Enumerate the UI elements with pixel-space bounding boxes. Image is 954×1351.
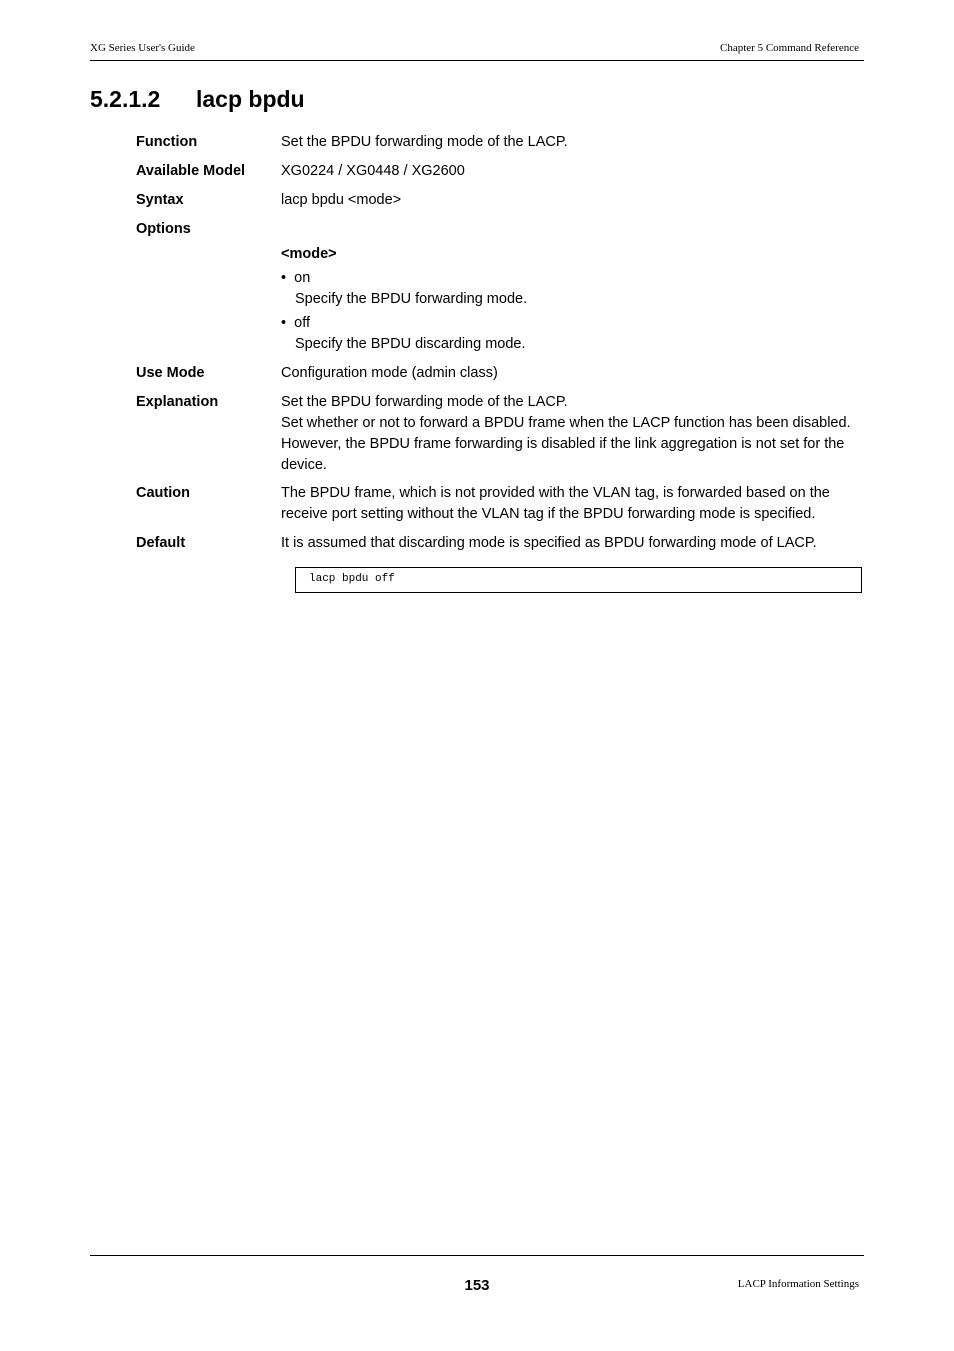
explanation-line: device. xyxy=(281,457,327,473)
default-label: Default xyxy=(136,535,186,551)
option-off-desc: Specify the BPDU discarding mode. xyxy=(295,336,526,352)
use-mode-value: Configuration mode (admin class) xyxy=(281,365,498,381)
caution-label: Caution xyxy=(136,485,190,501)
default-value: It is assumed that discarding mode is specified as BPDU forwarding mode of LACP. xyxy=(281,535,817,551)
syntax-label: Syntax xyxy=(136,192,184,208)
caution-line: receive port setting without the VLAN tag if the BPDU forwarding mode is specified. xyxy=(281,506,816,522)
caution-line: The BPDU frame, which is not provided with the VLAN tag, is forwarded based on the xyxy=(281,485,830,501)
section-heading xyxy=(90,86,305,113)
use-mode-label: Use Mode xyxy=(136,365,205,381)
explanation-line: Set the BPDU forwarding mode of the LACP. xyxy=(281,394,568,410)
footer-divider xyxy=(90,1255,864,1256)
available-model-value: XG0224 / XG0448 / XG2600 xyxy=(281,163,465,179)
header-chapter-title: Chapter 5 Command Reference xyxy=(720,42,859,54)
explanation-label: Explanation xyxy=(136,394,219,410)
option-on-name: on xyxy=(294,270,311,286)
header-guide-title: XG Series User's Guide xyxy=(90,42,195,54)
header-divider xyxy=(90,60,864,61)
bullet-icon: • xyxy=(281,315,287,331)
section-title: lacp bpdu xyxy=(196,86,305,112)
options-param: <mode> xyxy=(281,246,337,262)
option-off xyxy=(281,313,310,334)
section-number: 5.2.1.2 xyxy=(90,86,161,112)
default-code-example: lacp bpdu off xyxy=(295,567,862,593)
syntax-value: lacp bpdu <mode> xyxy=(281,192,402,208)
bullet-icon: • xyxy=(281,270,287,286)
option-off-name: off xyxy=(294,315,310,331)
function-value: Set the BPDU forwarding mode of the LACP. xyxy=(281,134,568,150)
function-label: Function xyxy=(136,134,198,150)
footer-section-title: LACP Information Settings xyxy=(737,1278,859,1290)
explanation-line: Set whether or not to forward a BPDU frame when the LACP function has been disabled. xyxy=(281,415,851,431)
explanation-line: However, the BPDU frame forwarding is disabled if the link aggregation is not set for the xyxy=(281,436,845,452)
options-label: Options xyxy=(136,221,191,237)
page-number: 153 xyxy=(464,1277,490,1294)
available-model-label: Available Model xyxy=(136,163,246,179)
option-on xyxy=(281,268,310,289)
option-on-desc: Specify the BPDU forwarding mode. xyxy=(295,291,528,307)
